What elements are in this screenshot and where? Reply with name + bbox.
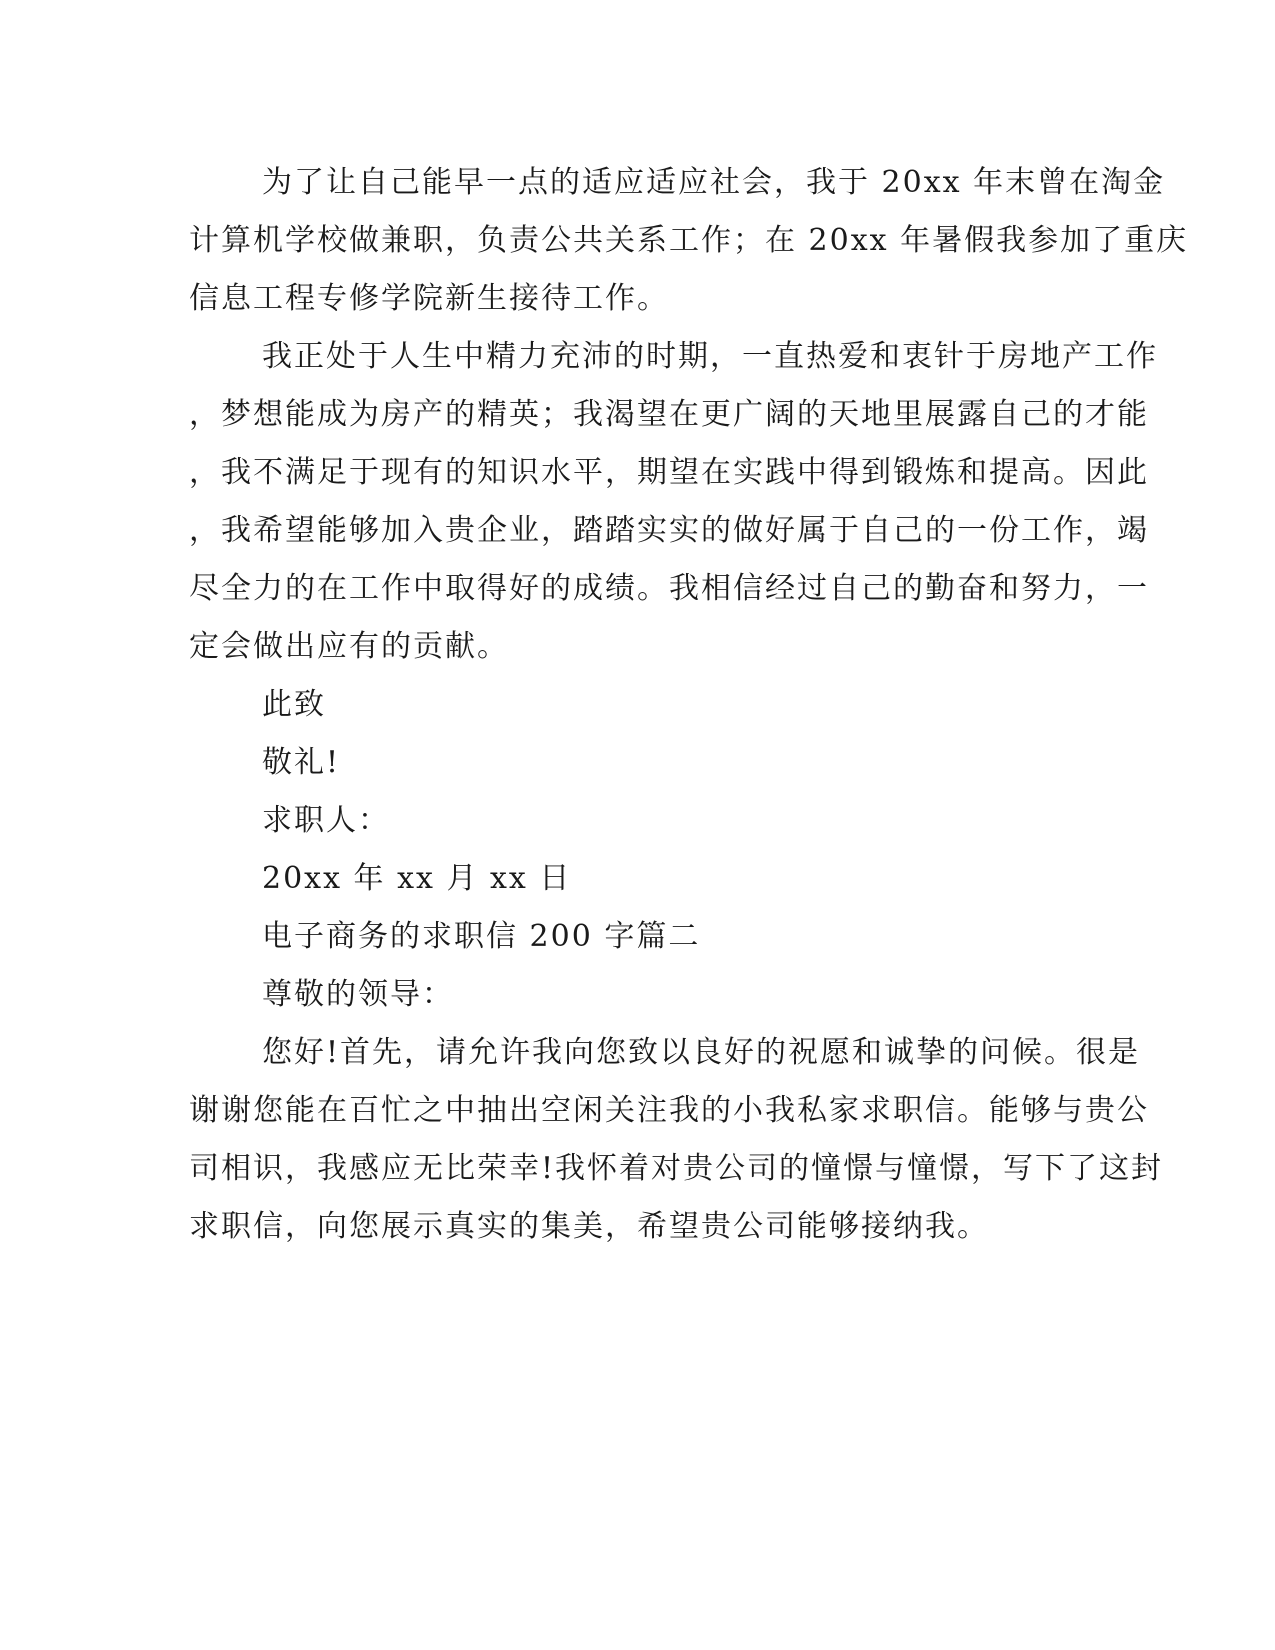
- closing-salutation: 此致: [262, 687, 326, 722]
- paragraph-3-line-3: 司相识，我感应无比荣幸!我怀着对贵公司的憧憬与憧憬，写下了这封: [189, 1151, 1164, 1186]
- paragraph-3-line-2: 谢谢您能在百忙之中抽出空闲关注我的小我私家求职信。能够与贵公: [189, 1093, 1149, 1128]
- paragraph-1-line-2: 计算机学校做兼职，负责公共关系工作；在 20xx 年暑假我参加了重庆: [189, 223, 1189, 258]
- paragraph-2-line-1: 我正处于人生中精力充沛的时期，一直热爱和衷针于房地产工作: [262, 339, 1158, 374]
- paragraph-3-line-4: 求职信，向您展示真实的集美，希望贵公司能够接纳我。: [189, 1209, 989, 1244]
- paragraph-1-line-3: 信息工程专修学院新生接待工作。: [189, 281, 669, 316]
- closing-regards: 敬礼!: [262, 745, 341, 780]
- letter-date: 20xx 年 xx 月 xx 日: [262, 861, 572, 896]
- paragraph-2-line-3: ，我不满足于现有的知识水平，期望在实践中得到锻炼和提高。因此: [189, 455, 1149, 490]
- applicant-signature: 求职人：: [262, 803, 390, 838]
- paragraph-2-line-4: ，我希望能够加入贵企业，踏踏实实的做好属于自己的一份工作，竭: [189, 513, 1149, 548]
- paragraph-3-line-1: 您好!首先，请允许我向您致以良好的祝愿和诚挚的问候。很是: [262, 1035, 1141, 1070]
- paragraph-1-line-1: 为了让自己能早一点的适应适应社会，我于 20xx 年末曾在淘金: [262, 165, 1166, 200]
- paragraph-2-line-6: 定会做出应有的贡献。: [189, 629, 509, 664]
- section-title: 电子商务的求职信 200 字篇二: [262, 919, 701, 954]
- greeting: 尊敬的领导：: [262, 977, 454, 1012]
- paragraph-2-line-5: 尽全力的在工作中取得好的成绩。我相信经过自己的勤奋和努力，一: [189, 571, 1149, 606]
- paragraph-2-line-2: ，梦想能成为房产的精英；我渴望在更广阔的天地里展露自己的才能: [189, 397, 1149, 432]
